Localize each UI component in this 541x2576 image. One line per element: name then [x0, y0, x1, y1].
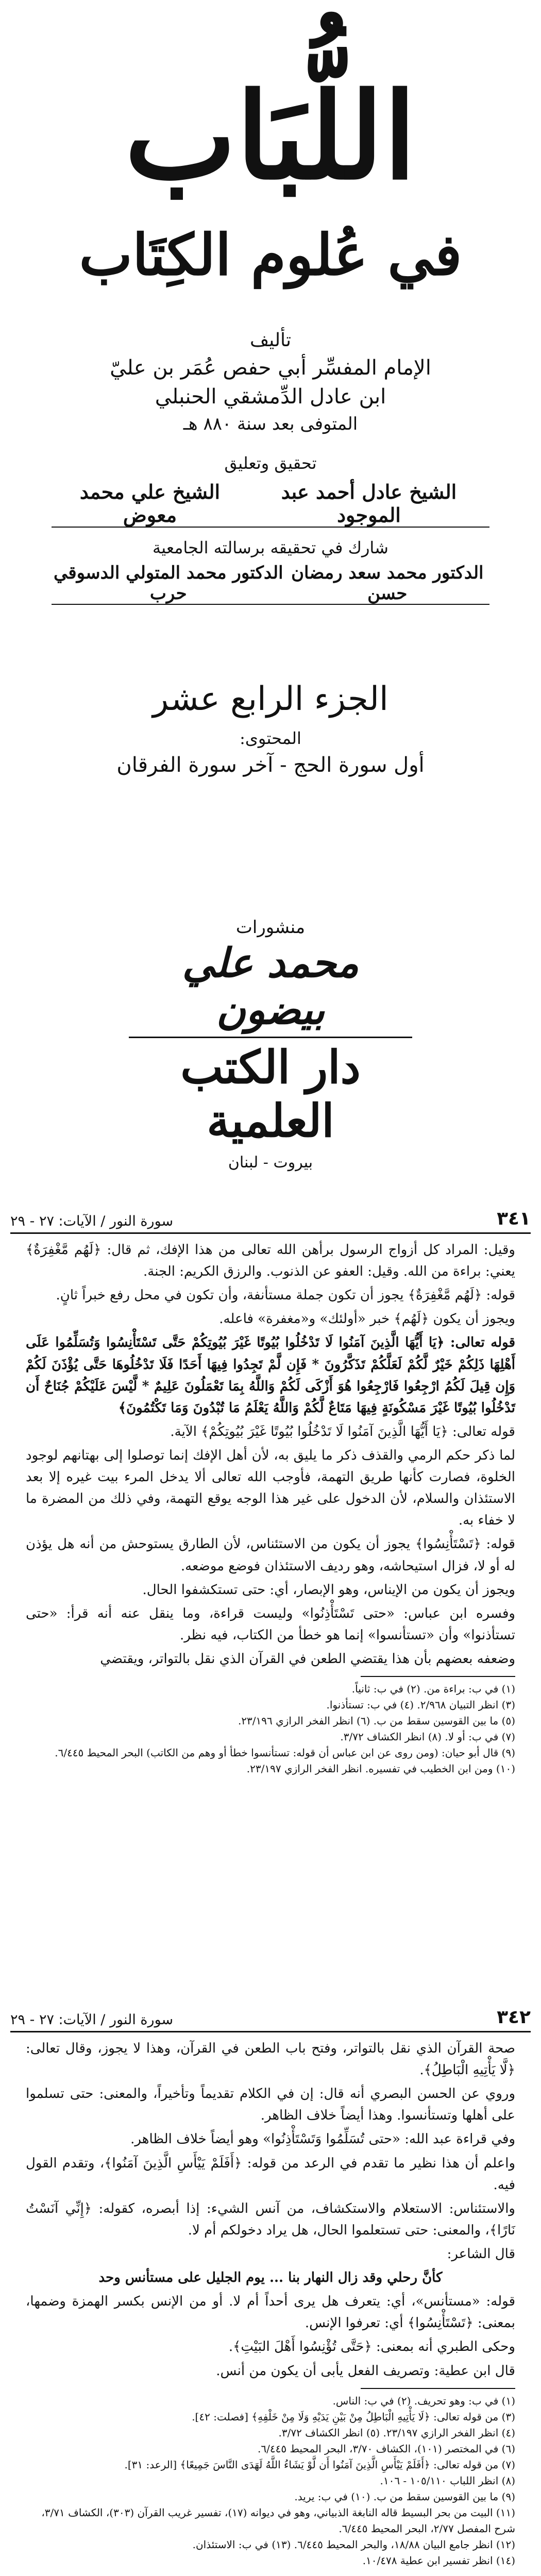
footnotes [10, 1681, 531, 1777]
publisher-logo-text: محمد علي بيضون [182, 940, 359, 1033]
publishing-house: دار الكتب العلمية [129, 1037, 412, 1147]
paragraph: وفسره ابن عباس: «حتى تَسْتَأْذِنُوا» وليست قراءة، وما ينقل عنه أنه قرأ: «حتى تستأذنوا» وأن «تستأنسوا» إنما هو خطأ من الكتاب، فيه نظر. [26, 1605, 515, 1643]
paragraph: قال الشاعر: [447, 2246, 515, 2262]
publisher-block [129, 917, 412, 1172]
poetry-verse: كأنَّ رحلي وقد زال النهار بنا ... يوم الجليل على مستأنس وحد [98, 2270, 443, 2286]
footnote: (١٠) ومن ابن الخطيب في تفسيره. انظر الفخر الرازي ٢٣/١٩٧. [246, 1762, 515, 1775]
paragraph: وفي قراءة عبد الله: «حتى تُسَلِّمُوا وَتَسْتَأْذِنُوا» وهو أيضاً خلاف الظاهر. [130, 2131, 515, 2147]
volume-block [77, 680, 464, 777]
title-page [0, 0, 541, 1200]
footnote: (٧) في ب: أو لا. (٨) انظر الكشاف ٣/٧٢. [340, 1731, 515, 1743]
death-note: المتوفى بعد سنة ٨٨٠ هـ [183, 414, 358, 434]
paragraph: والاستئناس: الاستعلام والاستكشاف، من آنس الشيء: إذا أبصره، كقوله: ﴿إِنِّي آنَسْتُ نَارًا﴾، والمعنى: حتى تستعلموا الحال، هل يراد دخولكم أم لا. [26, 2200, 515, 2238]
footnote: (٦) في المختصر (١٠١)، الكشاف ٣/٧٠، البحر المحيط ٦/٤٤٥. [258, 2442, 515, 2455]
paragraph: وقيل: المراد كل أزواج الرسول برأهن الله تعالى من هذا الإفك، ثم قال: ﴿لَهُم مَّغْفِرَةٌ﴾ يعني: براءة من الله. وقيل: العفو عن الذنوب. والرزق الكريم: الجنة. [26, 1242, 515, 1280]
footnote: (٣) من قوله تعالى: ﴿لَا يَأْتِيهِ الْبَاطِلُ مِنْ بَيْنِ يَدَيْهِ وَلَا مِنْ خَلْفِهِ﴾ [فصلت: ٤٢]. [192, 2410, 515, 2423]
paragraph: وروي عن الحسن البصري أنه قال: إن في الكلام تقديماً وتأخيراً، والمعنى: حتى تسلموا على أهلها وتستأنسوا. وهذا أيضاً خلاف الظاهر. [26, 2086, 515, 2124]
editor-left: الشيخ علي محمد معوض [52, 480, 248, 528]
author-nisba: ابن عادل الدِّمشقي الحنبلي [155, 385, 386, 409]
footnote: (١٢) انظر جامع البيان ١٨/٨٨، والبحر المحيط ٦/٤٤٥. (١٣) في ب: الاستئذان. [192, 2538, 515, 2551]
paragraph: قوله: «مستأنس»، أي: يتعرف هل يرى أحداً أم لا. أو من الإنس بكسر الهمزة وضمها، بمعنى: ﴿تَسْتَأْنِسُوا﴾ أي: تعرفوا الإنس. [26, 2294, 515, 2331]
page-number: ٣٤٢ [497, 2007, 531, 2028]
book-page-342 [10, 2004, 531, 2576]
paragraph: ويجوز أن يكون ﴿لَهُم﴾ خبر «أولئك» و«مغفرة» فاعله. [219, 1311, 515, 1327]
paragraph: صحة القرآن الذي نقل بالتواتر، وفتح باب الطعن في القرآن، وهذا لا يجوز، وقال تعالى: ﴿لَّا يَأْتِيهِ الْبَاطِلُ﴾. [26, 2041, 515, 2078]
participated-label: شارك في تحقيقه برسالته الجامعية [153, 538, 388, 557]
volume-number: الجزء الرابع عشر [153, 680, 388, 718]
quran-verse: قوله تعالى: ﴿يَا أَيُّهَا الَّذِينَ آمَنُوا لَا تَدْخُلُوا بُيُوتًا غَيْرَ بُيُوتِكُمْ حَتَّى تَسْتَأْنِسُوا وَتُسَلِّمُوا عَلَى أَهْلِهَا ذَلِكُمْ خَيْرٌ لَّكُمْ لَعَلَّكُمْ تَذَكَّرُونَ * فَإِن لَّمْ تَجِدُوا فِيهَا أَحَدًا فَلَا تَدْخُلُوهَا حَتَّى يُؤْذَنَ لَكُمْ وَإِن قِيلَ لَكُمُ ارْجِعُوا فَارْجِعُوا هُوَ أَزْكَى لَكُمْ وَاللَّهُ بِمَا تَعْمَلُونَ عَلِيمٌ * لَّيْسَ عَلَيْكُمْ جُنَاحٌ أَن تَدْخُلُوا بُيُوتًا غَيْرَ مَسْكُونَةٍ فِيهَا مَتَاعٌ لَّكُمْ وَاللَّهُ يَعْلَمُ مَا تُبْدُونَ وَمَا تَكْتُمُونَ﴾ [26, 1335, 515, 1416]
page-number: ٣٤١ [497, 1208, 531, 1229]
author-name: الإمام المفسِّر أبي حفص عُمَر بن عليّ [110, 356, 431, 380]
footnote-divider [361, 2388, 515, 2389]
footnote: (٩) ما بين القوسين سقط من ب. (١٠) في ب: يريد. [294, 2490, 515, 2503]
doctor-left: الدكتور محمد المتولي الدسوقي حرب [52, 563, 285, 605]
paragraph: قال ابن عطية: وتصريف الفعل يأبى أن يكون من أنس. [216, 2363, 515, 2379]
paragraph: قوله: ﴿لَهُم مَّغْفِرَةٌ﴾ يجوز أن تكون جملة مستأنفة، وأن تكون في محل رفع خبراً ثانٍ. [56, 1287, 515, 1303]
paragraph: لما ذكر حكم الرمي والقذف ذكر ما يليق به، لأن أهل الإفك إنما توصلوا إلى بهتانهم لوجود الخلوة، فصارت كأنها طريق التهمة، فأوجب الله تعالى ألا يدخل المرء بيت غيره إلا بعد الاستئذان والسلام، لأن الدخول على غير هذا الوجه يوقع التهمة، وفي ذلك من المضرة ما لا خفاء به. [26, 1447, 515, 1529]
footnote: (٤) انظر الفخر الرازي ٢٣/١٩٧. (٥) انظر الكشاف ٣/٧٢. [278, 2426, 515, 2439]
doctor-right: الدكتور محمد سعد رمضان حسن [285, 563, 489, 605]
publisher-city: بيروت - لبنان [228, 1154, 313, 1172]
footnote: (١) في ب: وهو تحريف. (٢) في ب: الناس. [332, 2394, 515, 2407]
footnote: (١٤) انظر تفسير ابن عطية ١٠/٤٧٨. [362, 2554, 515, 2567]
book-title: اللُّبَاب [124, 67, 417, 206]
paragraph: قوله تعالى: ﴿يَا أَيُّهَا الَّذِينَ آمَنُوا لَا تَدْخُلُوا بُيُوتًا غَيْرَ بُيُوتِكُمْ﴾ الآية. [170, 1423, 515, 1439]
contents-label: المحتوى: [240, 728, 301, 748]
paragraph: وحكى الطبري أنه بمعنى: ﴿حَتَّى تُؤْنِسُوا أَهْلَ البَيْتِ﴾. [228, 2339, 515, 2355]
surah-info: سورة النور / الآيات: ٢٧ - ٢٩ [10, 1213, 174, 1229]
footnote: (١١) البيت من بحر البسيط قاله النابغة الذبياني، وهو في ديوانه (١٧)، تفسير غريب القرآن (٣٠٣)، الكشاف ٣/٧١، شرح المفصل ٢/٧٧، البحر المحيط ٦/٤٤٥. [41, 2506, 515, 2535]
tahqiq-label: تحقيق وتعليق [224, 453, 317, 473]
footnote: (٣) انظر التبيان ٢/٩٦٨. (٤) في ب: تستأذنوا. [326, 1699, 515, 1711]
editors-block [52, 453, 489, 605]
footnote: (٧) من قوله تعالى: ﴿أَفَلَمْ يَيْأَسِ الَّذِينَ آمَنُوا أَن لَّوْ يَشَاءُ اللَّهُ لَهَدَى النَّاسَ جَمِيعًا﴾ [الرعد: ٣١]. [124, 2458, 515, 2471]
paragraph: ويجوز أن يكون من الإيناس، وهو الإبصار، أي: حتى تستكشفوا الحال. [142, 1582, 515, 1598]
footnotes [10, 2393, 531, 2569]
contents-range: أول سورة الحج - آخر سورة الفرقان [116, 753, 425, 777]
paragraph: واعلم أن هذا نظير ما تقدم في الرعد من قوله: ﴿أَفَلَمْ يَيْأَسِ الَّذِينَ آمَنُوا﴾، وتقدم القول فيه. [26, 2155, 515, 2193]
footnote: (٨) انظر اللباب ١٠٥/١١٠ - ١٠٦. [380, 2474, 515, 2487]
book-page-341 [10, 1206, 531, 1991]
page-header [10, 1206, 531, 1234]
footnote: (٩) قال أبو حيان: (ومن روى عن ابن عباس أن قوله: تستأنسوا خطأ أو وهم من الكاتب) البحر المحيط ٦/٤٤٥. [55, 1747, 515, 1759]
page-body [10, 1234, 531, 1670]
footnote: (٥) ما بين القوسين سقط من ب. (٦) انظر الفخر الرازي ٢٣/١٩٦. [238, 1715, 515, 1727]
footnote-divider [361, 1676, 515, 1677]
publications-label: منشورات [235, 917, 306, 938]
authorship-label: تأليف [249, 330, 292, 351]
paragraph: وضعفه بعضهم بأن هذا يقتضي الطعن في القرآن الذي نقل بالتواتر، ويقتضي [100, 1651, 515, 1667]
surah-info: سورة النور / الآيات: ٢٧ - ٢٩ [10, 2012, 174, 2028]
footnote: (١) في ب: براءة من. (٢) في ب: ثانياً. [351, 1683, 515, 1696]
book-subtitle: في عُلوم الكِتَاب [79, 222, 462, 288]
page-body [10, 2032, 531, 2382]
page-header [10, 2004, 531, 2032]
author-block [77, 330, 464, 434]
paragraph: قوله: ﴿تَسْتَأْنِسُوا﴾ يجوز أن يكون من الاستئناس، لأن الطارق يستوحش من أنه هل يؤذن له أو لا، فزال استيحاشه، وهو رديف الاستئذان فوضع موضعه. [26, 1536, 515, 1574]
editor-right: الشيخ عادل أحمد عبد الموجود [248, 480, 489, 528]
